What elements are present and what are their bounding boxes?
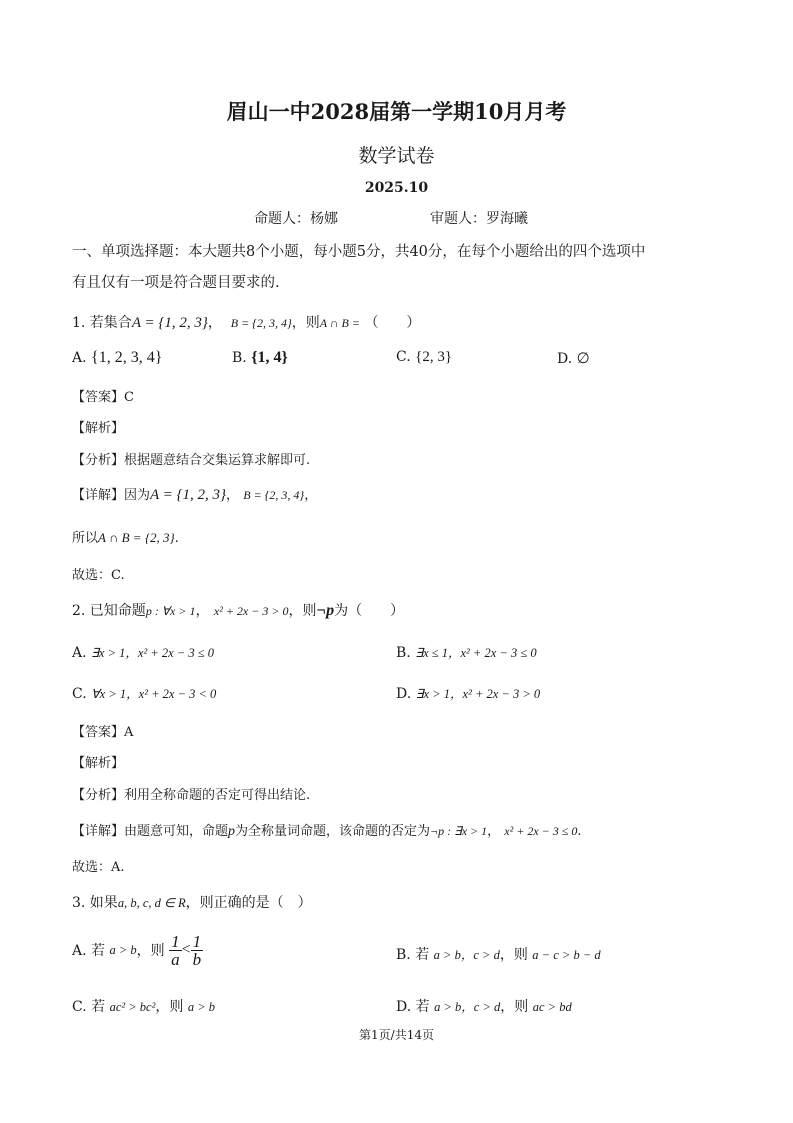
q3-stem-prefix: 3. 如果: [72, 895, 118, 911]
q2-detail-ineq: x² + 2x − 3 ≤ 0: [504, 824, 578, 838]
q2-fenxi: 【分析】利用全称命题的否定可得出结论.: [72, 788, 311, 803]
q1-set-b: B = {2, 3, 4}: [230, 316, 292, 330]
q3-frac1-den: a: [171, 949, 180, 969]
q2-option-b: [396, 643, 537, 661]
q1-detail-prefix: 【详解】因为: [72, 488, 151, 503]
q3-option-b: [396, 944, 601, 964]
q2-detail-p: p: [228, 824, 236, 839]
q1-option-b-text: {1, 4}: [251, 349, 288, 366]
q1-option-b-label: B.: [232, 350, 247, 366]
q2-detail-end: .: [577, 824, 582, 839]
q2-option-a-text: ∃x > 1，x² + 2x − 3 ≤ 0: [91, 646, 214, 660]
q3-option-a-lt: <: [181, 941, 191, 958]
q2-option-d-label: D.: [396, 686, 412, 702]
q1-option-c-label: C.: [396, 349, 411, 365]
exam-title: 眉山一中2028届第一学期10月月考: [226, 99, 567, 124]
section-heading-line2: 有且仅有一项是符合题目要求的.: [72, 275, 280, 291]
q1-option-c: [396, 349, 452, 366]
q1-stem: [72, 312, 420, 332]
q1-option-a: [72, 349, 162, 367]
q1-detail-sep: ，: [226, 488, 240, 503]
q3-frac2-num: 1: [192, 931, 202, 951]
q3-frac2-den: b: [192, 949, 202, 969]
q2-detail: [72, 820, 581, 840]
q3-option-c: [72, 996, 215, 1016]
q1-so-expr: A ∩ B = {2, 3}: [98, 530, 175, 545]
q3-option-a: [72, 928, 203, 972]
q3-stem-vars: a, b, c, d ∈ R: [117, 896, 186, 910]
q3-option-b-then: ，则: [499, 947, 528, 963]
q2-option-a: [72, 643, 214, 661]
q1-option-d-label: D.: [557, 351, 573, 367]
exam-date: 2025.10: [364, 180, 429, 196]
q1-option-c-text: {2, 3}: [415, 349, 453, 365]
q2-stem-prefix: 2. 已知命题: [72, 603, 146, 619]
q3-stem: [72, 892, 312, 912]
q3-option-c-label: C. 若: [72, 999, 106, 1015]
q1-detail-set-a: A = {1, 2, 3}: [150, 487, 227, 503]
question-setter: 命题人：杨娜: [254, 211, 338, 227]
q3-option-d-res: ac > bd: [532, 1000, 572, 1014]
q2-detail-mid: 为全称量词命题，该命题的否定为: [235, 824, 431, 839]
q1-sep1: ，: [207, 315, 222, 331]
q3-option-a-label: A. 若: [72, 943, 106, 959]
q1-option-d: [557, 349, 590, 368]
q2-option-a-label: A.: [72, 645, 87, 661]
question-reviewer: 审题人：罗海曦: [430, 211, 528, 227]
q1-set-a: A = {1, 2, 3}: [131, 315, 208, 331]
q3-option-d-cond: a > b，c > d: [434, 1000, 501, 1014]
q2-option-c-text: ∀x > 1，x² + 2x − 3 < 0: [91, 687, 217, 701]
q2-option-c: [72, 684, 216, 702]
q2-detail-prefix: 【详解】由题意可知，命题: [72, 824, 229, 839]
q3-option-c-cond: ac² > bc²: [109, 1000, 156, 1014]
q3-option-b-cond: a > b，c > d: [433, 948, 500, 962]
q3-option-b-label: B. 若: [396, 947, 430, 963]
q1-option-d-text: ∅: [576, 351, 590, 367]
q2-stem-ineq: x² + 2x − 3 > 0: [213, 604, 289, 618]
q1-expr: A ∩ B =: [319, 316, 360, 330]
exam-subject: 数学试卷: [358, 145, 435, 167]
q1-fenxi: 【分析】根据题意结合交集运算求解即可.: [72, 453, 311, 468]
q2-option-d-text: ∃x > 1，x² + 2x − 3 > 0: [415, 687, 541, 701]
q3-option-d-label: D. 若: [396, 999, 430, 1015]
q3-option-d-then: ，则: [500, 999, 529, 1015]
q2-option-b-text: ∃x ≤ 1，x² + 2x − 3 ≤ 0: [415, 646, 537, 660]
q1-analysis-tag: 【解析】: [72, 421, 125, 436]
q2-option-d: [396, 684, 540, 702]
q3-option-a-cond: a > b: [109, 942, 137, 957]
q2-stem-negp: ¬p: [316, 602, 335, 619]
q1-option-b: [232, 349, 288, 367]
q2-detail-neg: ¬p : ∃x > 1: [430, 824, 488, 838]
q2-choose: 故选：A.: [72, 860, 125, 875]
q3-option-a-frac1: [169, 933, 182, 968]
q1-option-a-text: {1, 2, 3, 4}: [91, 349, 163, 366]
q2-analysis-tag: 【解析】: [72, 756, 125, 771]
q1-stem-prefix: 1. 若集合: [72, 315, 132, 331]
q1-so-end: .: [174, 531, 179, 546]
q1-detail-end: ，: [304, 488, 318, 503]
q2-stem-p: p : ∀x > 1: [145, 604, 196, 618]
q1-so-prefix: 所以: [72, 531, 99, 546]
page-footer: 第1页/共14页: [359, 1028, 434, 1042]
q3-frac1-num: 1: [171, 931, 180, 951]
q2-stem-end: 为（ ）: [334, 603, 405, 619]
q3-option-c-res: a > b: [187, 1000, 215, 1014]
q3-option-c-then: ，则: [155, 999, 184, 1015]
q1-answer: 【答案】C: [72, 390, 134, 405]
q3-option-a-frac2: [191, 933, 204, 968]
q3-option-a-then: ，则: [136, 943, 165, 959]
q2-answer: 【答案】A: [72, 725, 134, 740]
q2-stem: [72, 600, 404, 620]
q2-stem-then: ，则: [288, 603, 317, 619]
q1-detail: [72, 484, 317, 504]
q1-option-a-label: A.: [72, 350, 87, 366]
q1-detail-set-b: B = {2, 3, 4}: [243, 488, 305, 502]
q1-blank: （ ）: [364, 315, 421, 331]
q3-option-d: [396, 996, 572, 1016]
q3-option-b-res: a − c > b − d: [532, 948, 601, 962]
q1-choose: 故选：C.: [72, 568, 125, 583]
q2-detail-sep: ，: [487, 824, 501, 839]
q1-so: [72, 527, 179, 546]
q2-option-c-label: C.: [72, 686, 87, 702]
q1-sep2: ，则: [291, 315, 320, 331]
q3-stem-end: ，则正确的是（ ）: [185, 895, 312, 911]
section-heading-line1: 一、单项选择题：本大题共8个小题，每小题5分，共40分，在每个小题给出的四个选项中: [72, 244, 646, 260]
q2-option-b-label: B.: [396, 645, 411, 661]
q2-stem-sep: ，: [195, 603, 210, 619]
